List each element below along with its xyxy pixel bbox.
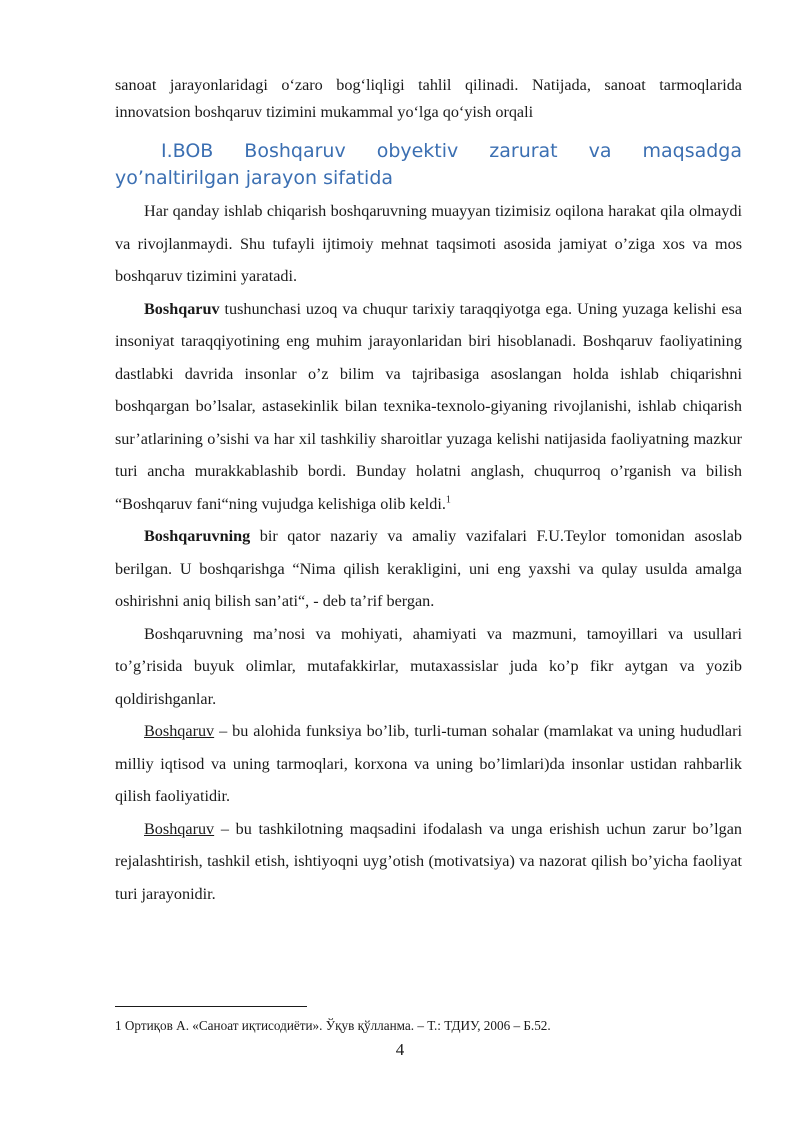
chapter-heading-text: I.BOB Boshqaruv obyektiv zarurat va maqsadga yo’naltirilgan jarayon sifatida xyxy=(115,140,742,189)
page-number: 4 xyxy=(395,1040,405,1059)
paragraph-1: Har qanday ishlab chiqarish boshqaruvning muayyan tizimisiz oqilona harakat qila olmaydi va rivojlanmaydi. Shu tufayli ijtimoiy mehnat taqsimoti asosida jamiyat o’ziga xos va mos boshqaruv tizimini yaratadi. xyxy=(115,202,742,285)
paragraph-3-text: bir qator nazariy va amaliy vazifalari F.U.Teylor tomonidan asoslab berilgan. U boshqarishga “Nima qilish kerakligini, uni eng yaxshi va qulay usulda amalga oshirishni aniq bilish san’ati“, - deb ta’rif bergan. xyxy=(115,527,742,610)
paragraph-2-text: tushunchasi uzoq va chuqur tarixiy taraqqiyotga ega. Uning yuzaga kelishi esa insoniyat taraqqiyotining eng muhim jarayonlaridan biri hisoblanadi. Boshqaruv faoliyatining dastlabki davrida insonlar o’z bilim va tajribasiga asoslangan holda ishlab chiqarishni boshqargan bo’lsalar, astasekinlik bilan texnika-texnolo-giyaning rivojlanishi, ishlab chiqarish sur’atlarining o’sishi va har xil tashkiliy sharoitlar yuzaga kelishi natijasida faoliyatning mazkur turi ancha murakkablashib bordi. Bunday holatni anglash, chuqurroq o’rganish va bilish “Boshqaruv fani“ning vujudga kelishiga olib keldi. xyxy=(115,299,742,513)
paragraph-4: Boshqaruvning ma’nosi va mohiyati, ahamiyati va mazmuni, tamoyillari va usullari to’g’risida buyuk olimlar, mutafakkirlar, mutaxassislar juda ko’p fikr aytgan va yozib qoldirishganlar. xyxy=(115,624,742,708)
chapter-heading xyxy=(115,138,742,192)
footnote: 1 Ортиқов А. «Саноат иқтисодиёти». Ўқув қўлланма. – Т.: ТДИУ, 2006 – Б.52. xyxy=(115,1018,551,1033)
footnote-reference[interactable]: 1 xyxy=(445,494,451,506)
paragraph-5-text: – bu alohida funksiya bo’lib, turli-tuman sohalar (mamlakat va uning hududlari milliy iqtisod va uning tarmoqlari, korxona va uning bo’limlari)da insonlar ustidan rahbarlik qilish faoliyatidir. xyxy=(115,722,742,805)
paragraph-5-underlined-term: Boshqaruv xyxy=(144,722,215,740)
page-content xyxy=(115,72,742,910)
paragraph-3 xyxy=(115,520,742,618)
paragraph-6-text: – bu tashkilotning maqsadini ifodalash va unga erishish uchun zarur bo’lgan rejalashtirish, tashkil etish, ishtiyoqni uyg’otish (motivatsiya) va nazorat qilish bo’yicha faoliyat turi jarayonidir. xyxy=(115,819,742,903)
paragraph-5 xyxy=(115,715,742,813)
paragraph-6 xyxy=(115,813,742,911)
intro-paragraph: sanoat jarayonlaridagi o‘zaro bog‘liqligi tahlil qilinadi. Natijada, sanoat tarmoqlarida innovatsion boshqaruv tizimini mukammal yo‘lga qo‘yish orqali xyxy=(115,76,742,121)
footnote-divider xyxy=(115,1006,307,1007)
paragraph-2 xyxy=(115,293,742,521)
paragraph-3-bold-term: Boshqaruvning xyxy=(144,527,251,545)
paragraph-2-bold-term: Boshqaruv xyxy=(144,299,220,318)
paragraph-6-underlined-term: Boshqaruv xyxy=(144,819,215,838)
